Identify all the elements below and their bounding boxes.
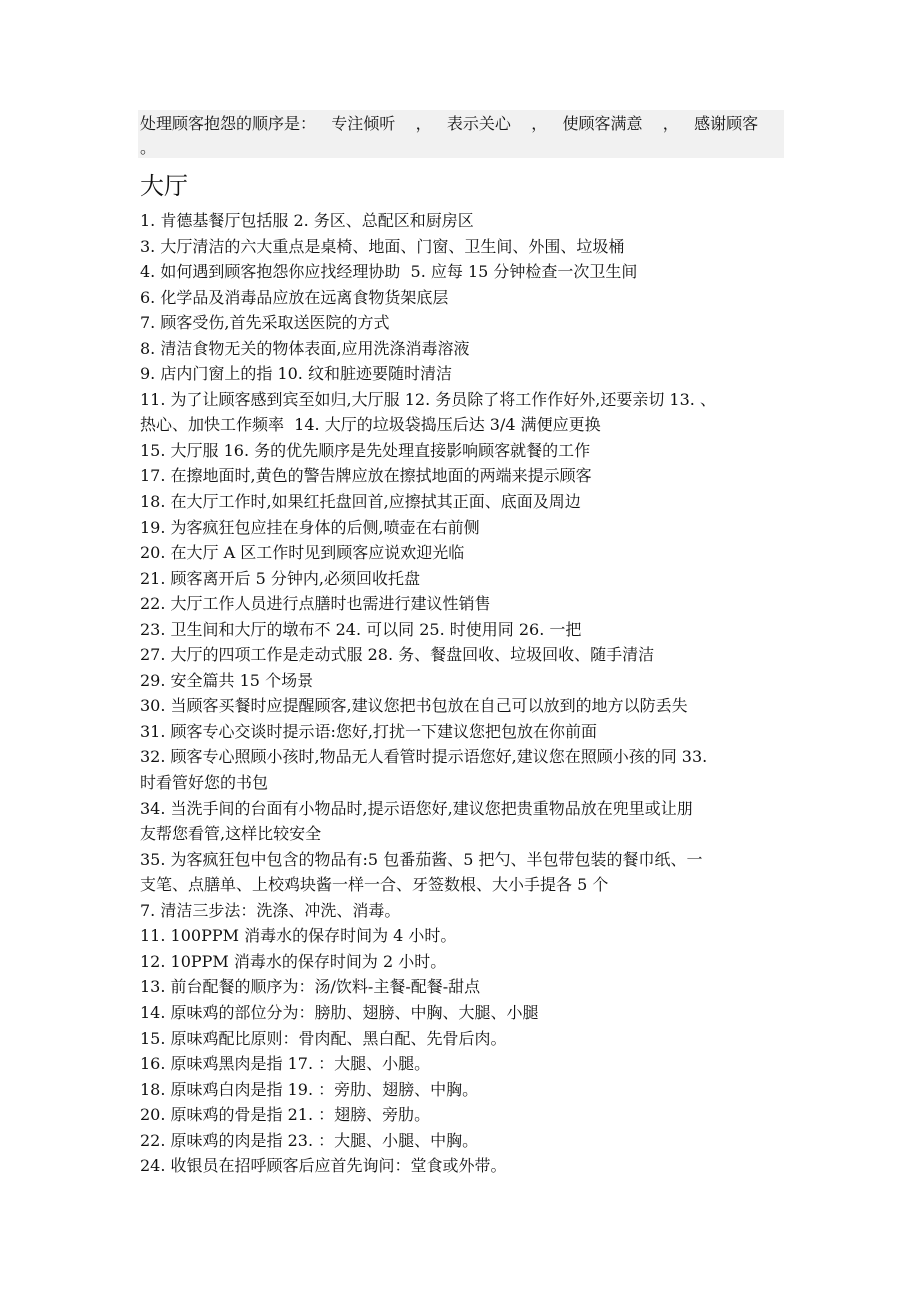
text-line-14: 20. 在大厅 A 区工作时见到顾客应说欢迎光临 [140, 543, 465, 563]
text-line-15: 21. 顾客离开后 5 分钟内,必须回收托盘 [140, 568, 420, 588]
text-line-1: 1. 肯德基餐厅包括服 2. 务区、总配区和厨房区 [140, 211, 474, 230]
text-line-38: 24. 收银员在招呼顾客后应首先询问：堂食或外带。 [140, 1156, 507, 1176]
text-line-3: 4. 如何遇到顾客抱怨你应找经理协助 5. 应每 15 分钟检查一次卫生间 [140, 262, 638, 282]
text-line-30: 12. 10PPM 消毒水的保存时间为 2 小时。 [140, 951, 447, 971]
text-line-12: 18. 在大厅工作时,如果红托盘回首,应擦拭其正面、底面及周边 [140, 492, 581, 512]
text-line-7: 9. 店内门窗上的指 10. 纹和脏迹要随时清洁 [140, 364, 452, 384]
text-line-4: 6. 化学品及消毒品应放在远离食物货架底层 [140, 287, 449, 307]
text-line-32: 14. 原味鸡的部位分为：膀肋、翅膀、中胸、大腿、小腿 [140, 1002, 539, 1022]
text-line-27: 支笔、点膳单、上校鸡块酱一样一合、牙签数根、大小手提各 5 个 [140, 875, 609, 895]
text-line-37: 22. 原味鸡的肉是指 23. ：大腿、小腿、中胸。 [140, 1130, 479, 1150]
text-line-6: 8. 清洁食物无关的物体表面,应用洗涤消毒溶液 [140, 338, 470, 358]
text-line-25: 友帮您看管,这样比较安全 [140, 824, 322, 844]
text-line-2: 3. 大厅清洁的六大重点是桌椅、地面、门窗、卫生间、外围、垃圾桶 [140, 236, 625, 256]
text-line-22: 32. 顾客专心照顾小孩时,物品无人看管时提示语您好,建议您在照顾小孩的同 33. [140, 747, 708, 767]
text-line-11: 17. 在擦地面时,黄色的警告牌应放在擦拭地面的两端来提示顾客 [140, 466, 592, 486]
text-line-8: 11. 为了让顾客感到宾至如归,大厅服 12. 务员除了将工作作好外,还要亲切 13. 、 [140, 389, 716, 409]
text-line-19: 29. 安全篇共 15 个场景 [140, 670, 314, 690]
text-line-18: 27. 大厅的四项工作是走动式服 28. 务、餐盘回收、垃圾回收、随手清洁 [140, 645, 655, 665]
text-line-10: 15. 大厅服 16. 务的优先顺序是先处理直接影响顾客就餐的工作 [140, 440, 591, 460]
section-title: 大厅 [140, 172, 188, 200]
text-line-23: 时看管好您的书包 [140, 773, 269, 793]
text-line-33: 15. 原味鸡配比原则：骨肉配、黑白配、先骨后肉。 [140, 1028, 507, 1048]
text-line-17: 23. 卫生间和大厅的墩布不 24. 可以同 25. 时使用同 26. 一把 [140, 619, 582, 639]
text-line-9: 热心、加快工作频率 14. 大厅的垃圾袋捣压后达 3/4 满便应更换 [140, 415, 601, 435]
text-line-28: 7. 清洁三步法：洗涤、冲洗、消毒。 [140, 900, 401, 920]
text-line-36: 20. 原味鸡的骨是指 21. ：翅膀、旁肋。 [140, 1105, 431, 1125]
text-line-13: 19. 为客疯狂包应挂在身体的后侧,喷壶在右前侧 [140, 517, 480, 537]
text-line-21: 31. 顾客专心交谈时提示语:您好,打扰一下建议您把包放在你前面 [140, 721, 598, 741]
text-line-20: 30. 当顾客买餐时应提醒顾客,建议您把书包放在自己可以放到的地方以防丢失 [140, 696, 688, 716]
text-line-26: 35. 为客疯狂包中包含的物品有:5 包番茄酱、5 把勺、半包带包装的餐巾纸、一 [140, 849, 703, 869]
text-line-31: 13. 前台配餐的顺序为：汤/饮料-主餐-配餐-甜点 [140, 977, 481, 997]
text-line-34: 16. 原味鸡黑肉是指 17. ：大腿、小腿。 [140, 1054, 431, 1074]
text-line-35: 18. 原味鸡白肉是指 19. ：旁肋、翅膀、中胸。 [140, 1079, 479, 1099]
text-line-16: 22. 大厅工作人员进行点膳时也需进行建议性销售 [140, 594, 491, 614]
highlight-text: 处理顾客抱怨的顺序是： 专注倾听 ， 表示关心 ， 使顾客满意 ， 感谢顾客 。 [140, 114, 779, 157]
document-content [140, 208, 798, 1179]
text-line-29: 11. 100PPM 消毒水的保存时间为 4 小时。 [140, 926, 457, 946]
text-line-5: 7. 顾客受伤,首先采取送医院的方式 [140, 313, 390, 333]
text-line-24: 34. 当洗手间的台面有小物品时,提示语您好,建议您把贵重物品放在兜里或让朋 [140, 798, 693, 818]
